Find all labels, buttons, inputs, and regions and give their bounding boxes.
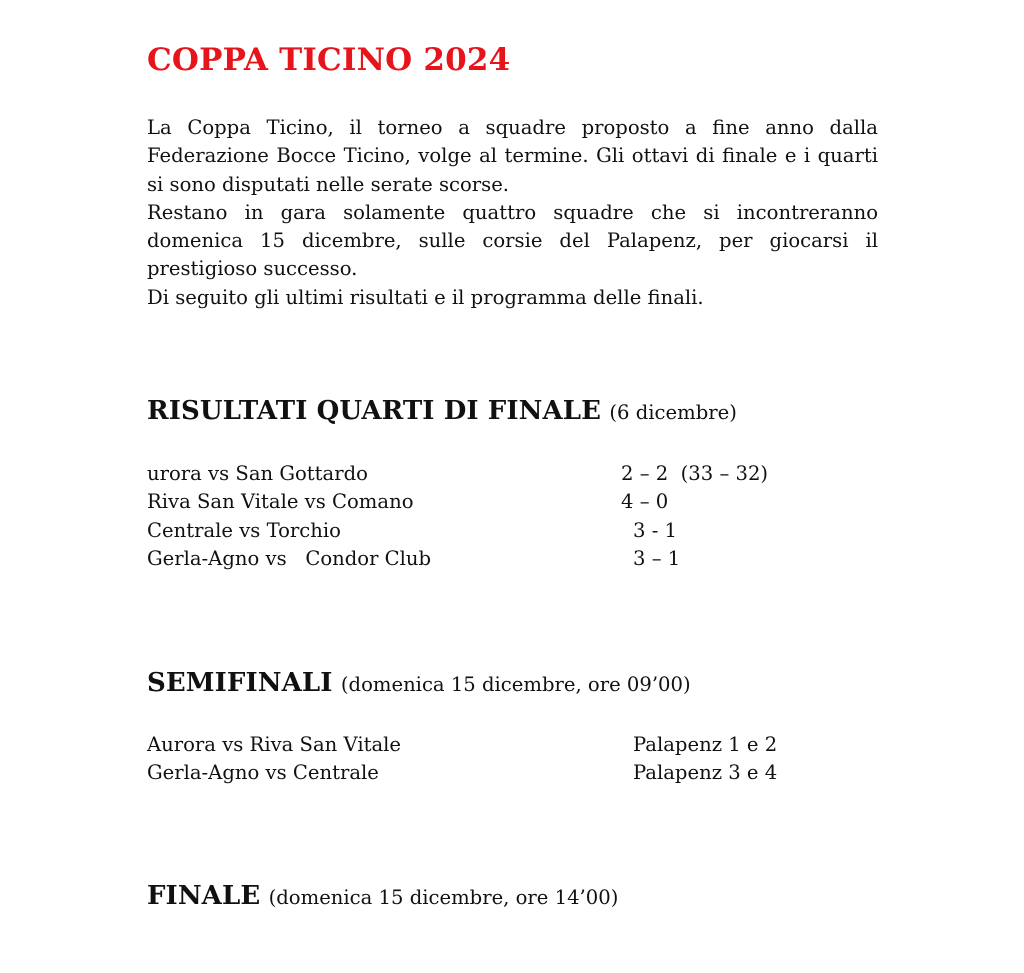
match-score: 3 - 1 <box>633 518 678 542</box>
result-row <box>147 545 847 573</box>
semifinali-date: (domenica 15 dicembre, ore 09’00) <box>340 673 691 696</box>
quarti-heading: RISULTATI QUARTI DI FINALE <box>147 396 602 426</box>
match-teams: Centrale vs Torchio <box>147 518 341 542</box>
match-teams: Gerla-Agno vs Condor Club <box>147 546 432 570</box>
finale-section-heading <box>147 881 618 911</box>
match-teams: Riva San Vitale vs Comano <box>147 490 414 514</box>
quarti-results-list <box>147 460 847 573</box>
intro-paragraph: La Coppa Ticino, il torneo a squadre proposto a fine anno dalla Federazione Bocce Ticino, volge al termine. Gli ottavi di finale e i quarti si sono disputati nelle serate scorse. <box>147 116 878 196</box>
match-score: 2 – 2 (33 – 32) <box>621 462 769 485</box>
finale-heading: FINALE <box>147 881 261 911</box>
semifinali-section-heading <box>147 668 691 698</box>
match-venue: Palapenz 3 e 4 <box>633 761 778 785</box>
intro-text <box>147 114 878 312</box>
match-venue: Palapenz 1 e 2 <box>633 733 778 756</box>
match-score: 4 – 0 <box>621 490 669 514</box>
document-title: COPPA TICINO 2024 <box>147 42 511 78</box>
semifinali-heading: SEMIFINALI <box>147 668 333 698</box>
match-score: 3 – 1 <box>633 546 681 570</box>
semifinali-list <box>147 731 847 788</box>
schedule-row <box>147 731 847 759</box>
result-row <box>147 460 847 488</box>
match-teams: Gerla-Agno vs Centrale <box>147 761 379 785</box>
schedule-row <box>147 759 847 787</box>
match-teams: Aurora vs Riva San Vitale <box>147 733 402 756</box>
quarti-date: (6 dicembre) <box>609 401 737 424</box>
result-row <box>147 517 847 545</box>
intro-paragraph: Restano in gara solamente quattro squadre che si incontreranno domenica 15 dicembre, sulle corsie del Palapenz, per giocarsi il prestigioso successo. <box>147 200 878 281</box>
finale-date: (domenica 15 dicembre, ore 14’00) <box>268 886 619 909</box>
quarti-section-heading <box>147 396 737 426</box>
match-teams: urora vs San Gottardo <box>147 462 368 485</box>
result-row <box>147 488 847 516</box>
intro-paragraph: Di seguito gli ultimi risultati e il programma delle finali. <box>147 285 704 309</box>
